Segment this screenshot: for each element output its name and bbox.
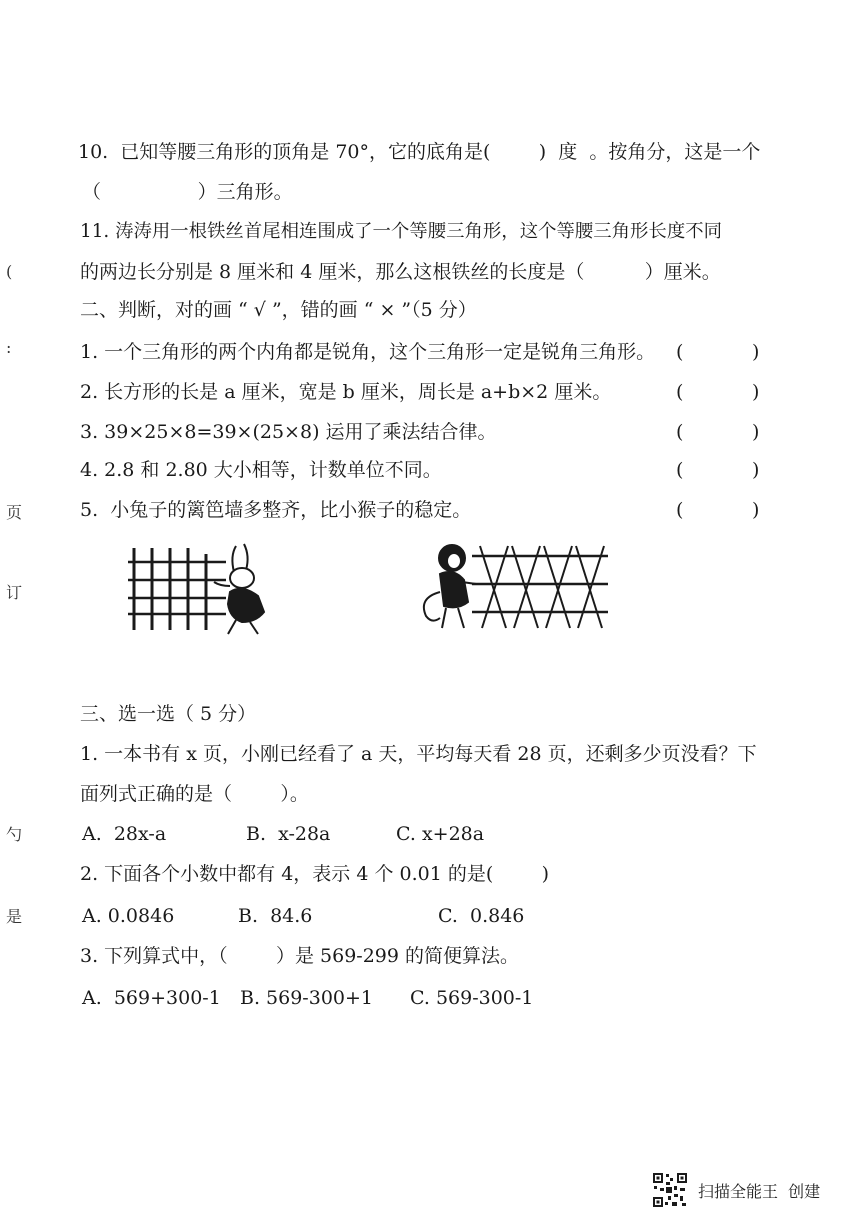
answer-paren-close: ) [752, 499, 760, 521]
question-10-line-1: 10. 已知等腰三角形的顶角是 70°，它的底角是( ) 度 。按角分，这是一个 [78, 141, 761, 163]
choice-q2-option-c: C. 0.846 [438, 905, 525, 927]
edge-mark: 勺 [6, 825, 23, 844]
choice-q3-option-c: C. 569-300-1 [410, 987, 534, 1009]
choice-q1-line-1: 1. 一本书有 x 页，小刚已经看了 a 天，平均每天看 28 页，还剩多少页没看？下 [80, 743, 757, 765]
judge-item-1: 1. 一个三角形的两个内角都是锐角，这个三角形一定是锐角三角形。 [80, 341, 656, 363]
choice-q1-option-c: C. x+28a [396, 823, 485, 845]
judge-item-3: 3. 39×25×8=39×(25×8) 运用了乘法结合律。 [80, 421, 497, 443]
section-2-heading: 二、判断，对的画 “ √ ”，错的画 “ × ”（5 分） [80, 299, 477, 321]
section-3-heading: 三、选一选（ 5 分） [80, 703, 257, 725]
qr-code-icon [652, 1172, 688, 1208]
edge-mark: ( [6, 262, 13, 281]
answer-paren-open: ( [676, 341, 684, 363]
answer-paren-close: ) [752, 459, 760, 481]
edge-mark: 订 [6, 583, 23, 602]
scanner-watermark [652, 1172, 820, 1208]
monkey-fence-illustration [412, 536, 612, 632]
choice-q3-option-a: A. 569+300-1 [82, 987, 221, 1009]
answer-paren-open: ( [676, 499, 684, 521]
question-11-line-1: 11. 涛涛用一根铁丝首尾相连围成了一个等腰三角形，这个等腰三角形长度不同 [80, 221, 722, 242]
choice-q2-option-a: A. 0.0846 [82, 905, 175, 927]
choice-q1-option-b: B. x-28a [246, 823, 331, 845]
edge-mark: 页 [6, 503, 23, 522]
watermark-label: 扫描全能王 创建 [698, 1181, 821, 1201]
answer-paren-close: ) [752, 381, 760, 403]
choice-q2-line-1: 2. 下面各个小数中都有 4，表示 4 个 0.01 的是( ) [80, 863, 549, 885]
choice-q1-option-a: A. 28x-a [82, 823, 167, 845]
judge-item-5: 5. 小兔子的篱笆墙多整齐，比小猴子的稳定。 [80, 499, 472, 521]
edge-mark: : [6, 338, 12, 357]
choice-q1-line-2: 面列式正确的是（ ）。 [80, 783, 309, 805]
answer-paren-close: ) [752, 421, 760, 443]
judge-item-4: 4. 2.8 和 2.80 大小相等，计数单位不同。 [80, 459, 442, 481]
choice-q2-option-b: B. 84.6 [238, 905, 313, 927]
edge-mark: 是 [6, 907, 23, 926]
rabbit-fence-illustration [126, 540, 286, 636]
answer-paren-open: ( [676, 421, 684, 443]
answer-paren-open: ( [676, 459, 684, 481]
choice-q3-line-1: 3. 下列算式中，（ ）是 569-299 的简便算法。 [80, 945, 520, 967]
choice-q3-option-b: B. 569-300+1 [240, 987, 373, 1009]
question-10-line-2: （ ）三角形。 [82, 181, 293, 203]
answer-paren-open: ( [676, 381, 684, 403]
answer-paren-close: ) [752, 341, 760, 363]
question-11-line-2: 的两边长分别是 8 厘米和 4 厘米，那么这根铁丝的长度是（ ）厘米。 [80, 261, 721, 283]
judge-item-2: 2. 长方形的长是 a 厘米，宽是 b 厘米，周长是 a+b×2 厘米。 [80, 381, 612, 403]
